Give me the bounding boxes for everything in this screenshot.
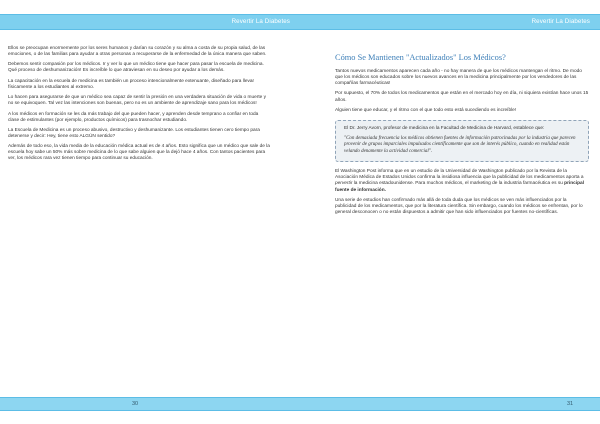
quote-text: "Con demasiada frecuencia los médicos obtienen fuentes de información patrocinadas por la industria que parecen provenir de grupos imparciales impulsados científicamente que son de interés público, cuando en realidad están velando denamente la actividad comercial". — [344, 136, 576, 154]
paragraph: A los médicos en formación se les da más trabajo del que pueden hacer, y aprenden desde temprano a confiar en toda clase de estimulantes (por ejemplo, productos químicos) para trasnochar estudiando. — [8, 111, 259, 123]
paragraph: Además de todo eso, la vida media de la educación médica actual es de 4 años. Esto significa que un médico que sale de la escuela hoy sabe un 50% más sobre medicina de lo que sabe alguien que la dejó hace 4 años. Con tantos pacientes para ver, los médicos rara vez tienen tiempo para continuar su educación. — [8, 144, 270, 162]
quote-intro: El Dr. Jerry Avorn, profesor de medicina en la Facultad de Medicina de Harvard, establece que: — [344, 125, 545, 131]
paragraph: La capacitación en la escuela de medicina es también un proceso intencionalmente extenuante, diseñado para llevar físicamente a los estudiantes al extremo. — [8, 78, 255, 90]
right-footer-bar — [300, 397, 600, 411]
paragraph: Ellos se preocupan enormemente por los seres humanos y darían su corazón y su alma a costa de su propia salud, de las emociones, o de las familias para ayudar a otras personas a recuperarse de la enfermedad de la única manera que saben. — [8, 46, 267, 58]
right-page — [300, 0, 600, 424]
left-header-bar — [0, 14, 300, 30]
paragraph: Una serie de estudios han confirmado más allá de toda duda que los médicos se ven más influenciados por la publicidad de los medicamentos, que por la literatura científica. Sin embargo, cuando los médicos se enfrentan, por lo general desconocen o no están dispuestos a admitir que han sido influenciados por fuentes no-científicas. — [335, 197, 583, 215]
left-header-title: Revertir La Diabetes — [231, 18, 290, 25]
right-text-column — [335, 53, 589, 220]
left-page-number: 30 — [131, 401, 139, 407]
wapo-bold: principal fuente de información. — [335, 181, 584, 193]
wapo-part2: la medicina estadounidense. Para muchos médicos, el marketing de la industria farmacéutica es su — [352, 181, 565, 187]
paragraph: Lo hacen para asegurarse de que un médico sea capaz de sentir la presión en una verdadera situación de vida o muerte y no se equivoquen. Tal vez las intenciones son buenas, pero no es un ambiente de aprendizaje sano para los médicos! — [8, 95, 266, 107]
paragraph: Tantos nuevos medicamentos aparecen cada año - no hay manera de que los médicos mantengan el ritmo. De modo que los médicos son educados sobre los nuevos avances en la medicina principalmente por los vendedores de las compañías farmacéuticas! — [335, 69, 582, 87]
paragraph: Alguien tiene que educar, y el ritmo con el que todo esto está sucediendo es increíble! — [335, 107, 517, 113]
washington-post-paragraph — [335, 169, 589, 193]
left-footer-bar — [0, 397, 300, 411]
paragraph: Por supuesto, el 70% de todos los medicamentos que están en el mercado hoy en día, ni siquiera existían hace unos 15 años. — [335, 91, 589, 103]
right-page-number: 31 — [566, 401, 574, 407]
right-header-title: Revertir La Diabetes — [531, 18, 590, 25]
left-text-column — [8, 46, 270, 167]
section-title: Cómo Se Mantienen "Actualizados" Los Médicos? — [335, 53, 506, 62]
wapo-italic: pervertir — [335, 181, 353, 187]
paragraph: Debemos sentir compasión por los médicos. Ir y ver lo que un médico tiene que hacer para pasar la escuela de medicina. Qué proceso de deshumanización! Es increíble lo que atraviesan en su deseo por ayudar a los demás. — [8, 62, 264, 74]
paragraph: La Escuela de Medicina es un proceso abusivo, destructivo y deshumanizante. Los estudiantes tienen cero tiempo para detenerse y decir: Hey, tiene esto ALGÚN sentido? — [8, 127, 260, 139]
right-header-bar — [300, 14, 600, 30]
wapo-part1: El Washington Post informa que en un estudio de la Universidad de Washington publicado por la Revista de la Asociación Médica de Estados Unidos confirma la insidiosa influencia que la publicidad de los medicamentos aporta a — [335, 169, 584, 181]
quote-box — [335, 120, 589, 162]
